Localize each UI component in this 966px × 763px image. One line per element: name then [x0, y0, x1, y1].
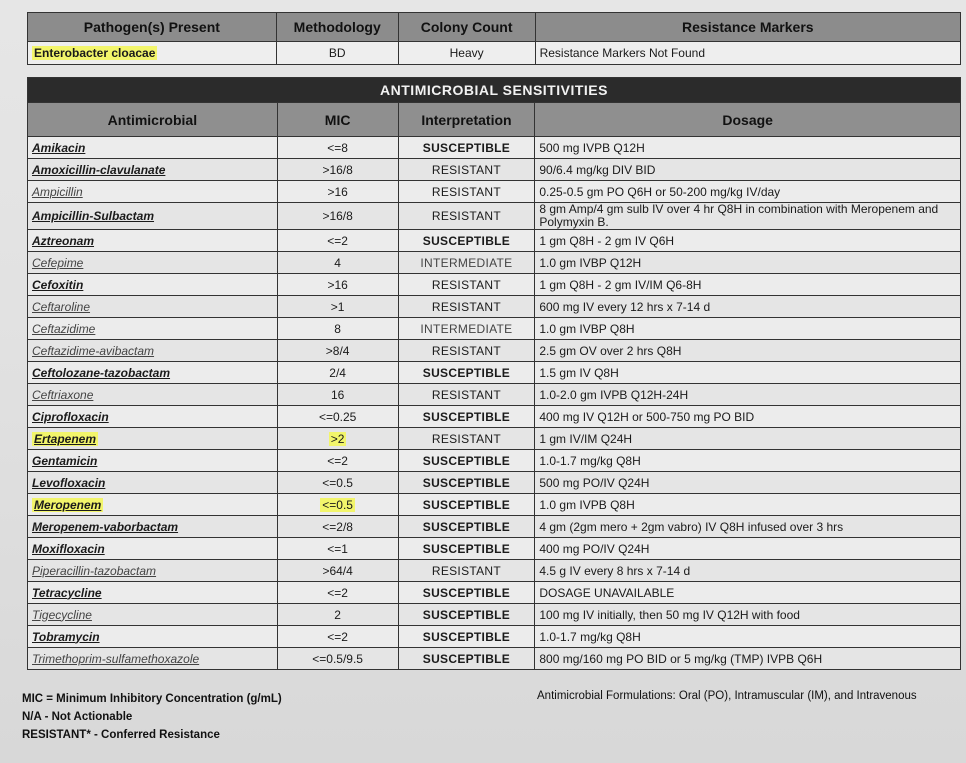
dosage-value: 1.5 gm IV Q8H [535, 362, 961, 384]
dosage-value: 1.0 gm IVPB Q8H [535, 494, 961, 516]
mic-value: <=1 [327, 541, 348, 556]
sensitivities-banner-row [28, 78, 961, 103]
mic-cell [277, 252, 398, 274]
interpretation-value: SUSCEPTIBLE [398, 450, 535, 472]
pathogen-header-row [28, 13, 961, 42]
drug-cell [28, 626, 278, 648]
sensitivity-row [28, 274, 961, 296]
drug-name: Ciprofloxacin [32, 409, 109, 424]
drug-name: Amoxicillin-clavulanate [32, 162, 166, 177]
dosage-value: 0.25-0.5 gm PO Q6H or 50-200 mg/kg IV/day [535, 181, 961, 203]
mic-cell [277, 340, 398, 362]
mic-value: <=2 [327, 585, 348, 600]
drug-name: Meropenem-vaborbactam [32, 519, 179, 534]
mic-value: >16 [327, 277, 348, 292]
drug-cell [28, 318, 278, 340]
drug-cell [28, 648, 278, 670]
dosage-value: DOSAGE UNAVAILABLE [535, 582, 961, 604]
interpretation-value: RESISTANT [398, 203, 535, 230]
sensitivity-row [28, 252, 961, 274]
mic-cell [277, 274, 398, 296]
pathogen-name: Enterobacter cloacae [34, 46, 156, 60]
interpretation-value: RESISTANT [398, 340, 535, 362]
interpretation-value: SUSCEPTIBLE [398, 604, 535, 626]
drug-cell [28, 538, 278, 560]
mic-value: >8/4 [325, 343, 350, 358]
drug-cell [28, 582, 278, 604]
drug-name: Ceftazidime-avibactam [32, 343, 155, 358]
mic-cell [277, 582, 398, 604]
drug-cell [28, 340, 278, 362]
interpretation-value: SUSCEPTIBLE [398, 230, 535, 252]
dosage-value: 4 gm (2gm mero + 2gm vabro) IV Q8H infused over 3 hrs [535, 516, 961, 538]
interpretation-value: SUSCEPTIBLE [398, 406, 535, 428]
pathogen-table [27, 12, 961, 65]
dosage-value: 90/6.4 mg/kg DIV BID [535, 159, 961, 181]
mic-cell [277, 494, 398, 516]
header-interpretation: Interpretation [398, 103, 535, 137]
sensitivity-row [28, 181, 961, 203]
sensitivity-row [28, 494, 961, 516]
sensitivities-header-row [28, 103, 961, 137]
mic-value: >2 [330, 431, 345, 446]
drug-name: Ampicillin-Sulbactam [32, 209, 155, 223]
interpretation-value: SUSCEPTIBLE [398, 626, 535, 648]
mic-cell [277, 159, 398, 181]
drug-cell [28, 159, 278, 181]
sensitivity-row [28, 384, 961, 406]
dosage-value: 1.0 gm IVBP Q8H [535, 318, 961, 340]
pathogen-row [28, 42, 961, 65]
mic-cell [277, 296, 398, 318]
drug-name: Piperacillin-tazobactam [32, 563, 157, 578]
sensitivity-row [28, 362, 961, 384]
drug-name: Ampicillin [32, 184, 83, 199]
drug-cell [28, 137, 278, 159]
dosage-value: 500 mg IVPB Q12H [535, 137, 961, 159]
sensitivities-body [28, 137, 961, 670]
dosage-value: 500 mg PO/IV Q24H [535, 472, 961, 494]
interpretation-value: SUSCEPTIBLE [398, 648, 535, 670]
drug-name: Cefepime [32, 255, 84, 270]
mic-cell [277, 516, 398, 538]
mic-value: <=0.25 [318, 409, 357, 424]
mic-value: <=2 [327, 629, 348, 644]
drug-cell [28, 252, 278, 274]
drug-name: Cefoxitin [32, 277, 84, 292]
sensitivity-row [28, 582, 961, 604]
header-resistance-markers: Resistance Markers [535, 13, 960, 42]
interpretation-value: INTERMEDIATE [398, 252, 535, 274]
mic-value: >1 [330, 299, 345, 314]
dosage-value: 8 gm Amp/4 gm sulb IV over 4 hr Q8H in combination with Meropenem and Polymyxin B. [535, 203, 961, 230]
interpretation-value: RESISTANT [398, 428, 535, 450]
interpretation-value: SUSCEPTIBLE [398, 362, 535, 384]
interpretation-value: RESISTANT [398, 384, 535, 406]
mic-value: <=0.5/9.5 [312, 651, 363, 666]
sensitivity-row [28, 203, 961, 230]
mic-value: <=8 [327, 140, 348, 155]
mic-cell [277, 472, 398, 494]
interpretation-value: RESISTANT [398, 181, 535, 203]
sensitivity-row [28, 604, 961, 626]
dosage-value: 400 mg IV Q12H or 500-750 mg PO BID [535, 406, 961, 428]
dosage-value: 1.0-1.7 mg/kg Q8H [535, 450, 961, 472]
interpretation-value: INTERMEDIATE [398, 318, 535, 340]
mic-value: >16 [327, 184, 348, 199]
mic-cell [277, 450, 398, 472]
mic-value: >16/8 [322, 209, 353, 223]
mic-value: 16 [330, 387, 345, 402]
dosage-value: 1.0-1.7 mg/kg Q8H [535, 626, 961, 648]
dosage-value: 1 gm Q8H - 2 gm IV/IM Q6-8H [535, 274, 961, 296]
dosage-value: 600 mg IV every 12 hrs x 7-14 d [535, 296, 961, 318]
mic-value: >64/4 [322, 563, 353, 578]
footnote-resistant: RESISTANT* - Conferred Resistance [22, 729, 220, 741]
dosage-value: 800 mg/160 mg PO BID or 5 mg/kg (TMP) IVPB Q6H [535, 648, 961, 670]
drug-name: Gentamicin [32, 453, 98, 468]
mic-value: <=0.5 [322, 475, 353, 490]
drug-cell [28, 472, 278, 494]
drug-name: Tobramycin [32, 629, 100, 644]
dosage-value: 1 gm Q8H - 2 gm IV Q6H [535, 230, 961, 252]
drug-cell [28, 203, 278, 230]
mic-value: 8 [334, 321, 341, 336]
header-pathogen: Pathogen(s) Present [28, 13, 277, 42]
interpretation-value: SUSCEPTIBLE [398, 538, 535, 560]
drug-cell [28, 406, 278, 428]
mic-cell [277, 203, 398, 230]
drug-name: Moxifloxacin [32, 541, 105, 556]
interpretation-value: SUSCEPTIBLE [398, 472, 535, 494]
interpretation-value: SUSCEPTIBLE [398, 137, 535, 159]
mic-value: 4 [334, 255, 341, 270]
mic-cell [277, 538, 398, 560]
mic-cell [277, 406, 398, 428]
drug-cell [28, 384, 278, 406]
drug-cell [28, 274, 278, 296]
drug-name: Ertapenem [34, 431, 97, 446]
mic-value: 2 [334, 607, 341, 622]
drug-cell [28, 428, 278, 450]
mic-cell [277, 648, 398, 670]
pathogen-name-cell [28, 42, 277, 65]
drug-name: Ceftaroline [32, 299, 91, 314]
mic-cell [277, 318, 398, 340]
drug-name: Trimethoprim-sulfamethoxazole [32, 651, 200, 666]
mic-value: <=0.5 [322, 497, 353, 512]
dosage-value: 2.5 gm OV over 2 hrs Q8H [535, 340, 961, 362]
mic-value: <=2/8 [322, 519, 353, 534]
mic-cell [277, 137, 398, 159]
drug-cell [28, 516, 278, 538]
dosage-value: 1.0 gm IVBP Q12H [535, 252, 961, 274]
mic-value: <=2 [327, 453, 348, 468]
mic-cell [277, 384, 398, 406]
mic-value: 2/4 [329, 365, 346, 380]
sensitivity-row [28, 318, 961, 340]
interpretation-value: RESISTANT [398, 159, 535, 181]
mic-cell [277, 604, 398, 626]
sensitivities-table [27, 77, 961, 670]
sensitivity-row [28, 137, 961, 159]
sensitivity-row [28, 296, 961, 318]
sensitivity-row [28, 340, 961, 362]
header-mic: MIC [277, 103, 398, 137]
sensitivity-row [28, 159, 961, 181]
drug-cell [28, 494, 278, 516]
interpretation-value: RESISTANT [398, 296, 535, 318]
interpretation-value: SUSCEPTIBLE [398, 516, 535, 538]
drug-name: Amikacin [32, 140, 86, 155]
sensitivity-row [28, 560, 961, 582]
sensitivity-row [28, 450, 961, 472]
mic-cell [277, 560, 398, 582]
sensitivity-row [28, 648, 961, 670]
drug-cell [28, 296, 278, 318]
sensitivity-row [28, 472, 961, 494]
methodology-value: BD [276, 42, 398, 65]
mic-cell [277, 230, 398, 252]
header-colony-count: Colony Count [398, 13, 535, 42]
drug-cell [28, 560, 278, 582]
interpretation-value: SUSCEPTIBLE [398, 494, 535, 516]
interpretation-value: SUSCEPTIBLE [398, 582, 535, 604]
mic-cell [277, 428, 398, 450]
drug-name: Ceftazidime [32, 321, 96, 336]
dosage-value: 1.0-2.0 gm IVPB Q12H-24H [535, 384, 961, 406]
dosage-value: 1 gm IV/IM Q24H [535, 428, 961, 450]
header-antimicrobial: Antimicrobial [28, 103, 278, 137]
header-dosage: Dosage [535, 103, 961, 137]
drug-cell [28, 604, 278, 626]
sensitivities-banner: ANTIMICROBIAL SENSITIVITIES [28, 78, 961, 103]
footnote-formulations: Antimicrobial Formulations: Oral (PO), Intramuscular (IM), and Intravenous [537, 690, 917, 702]
sensitivity-row [28, 516, 961, 538]
sensitivity-row [28, 230, 961, 252]
drug-name: Ceftolozane-tazobactam [32, 365, 171, 380]
mic-value: <=2 [327, 233, 348, 248]
resistance-markers-value: Resistance Markers Not Found [535, 42, 960, 65]
drug-name: Tigecycline [32, 607, 92, 622]
footnote-mic: MIC = Minimum Inhibitory Concentration (g/mL) [22, 693, 282, 705]
mic-cell [277, 362, 398, 384]
drug-cell [28, 230, 278, 252]
drug-name: Levofloxacin [32, 475, 106, 490]
drug-cell [28, 450, 278, 472]
sensitivity-row [28, 406, 961, 428]
drug-name: Aztreonam [32, 233, 95, 248]
drug-cell [28, 181, 278, 203]
footnote-na: N/A - Not Actionable [22, 711, 133, 723]
dosage-value: 400 mg PO/IV Q24H [535, 538, 961, 560]
mic-cell [277, 181, 398, 203]
header-methodology: Methodology [276, 13, 398, 42]
dosage-value: 100 mg IV initially, then 50 mg IV Q12H with food [535, 604, 961, 626]
interpretation-value: RESISTANT [398, 274, 535, 296]
interpretation-value: RESISTANT [398, 560, 535, 582]
drug-cell [28, 362, 278, 384]
colony-count-value: Heavy [398, 42, 535, 65]
sensitivity-row [28, 428, 961, 450]
dosage-value: 4.5 g IV every 8 hrs x 7-14 d [535, 560, 961, 582]
drug-name: Tetracycline [32, 585, 102, 600]
sensitivity-row [28, 538, 961, 560]
sensitivity-row [28, 626, 961, 648]
mic-value: >16/8 [322, 162, 353, 177]
mic-cell [277, 626, 398, 648]
drug-name: Meropenem [34, 497, 102, 512]
drug-name: Ceftriaxone [32, 387, 94, 402]
